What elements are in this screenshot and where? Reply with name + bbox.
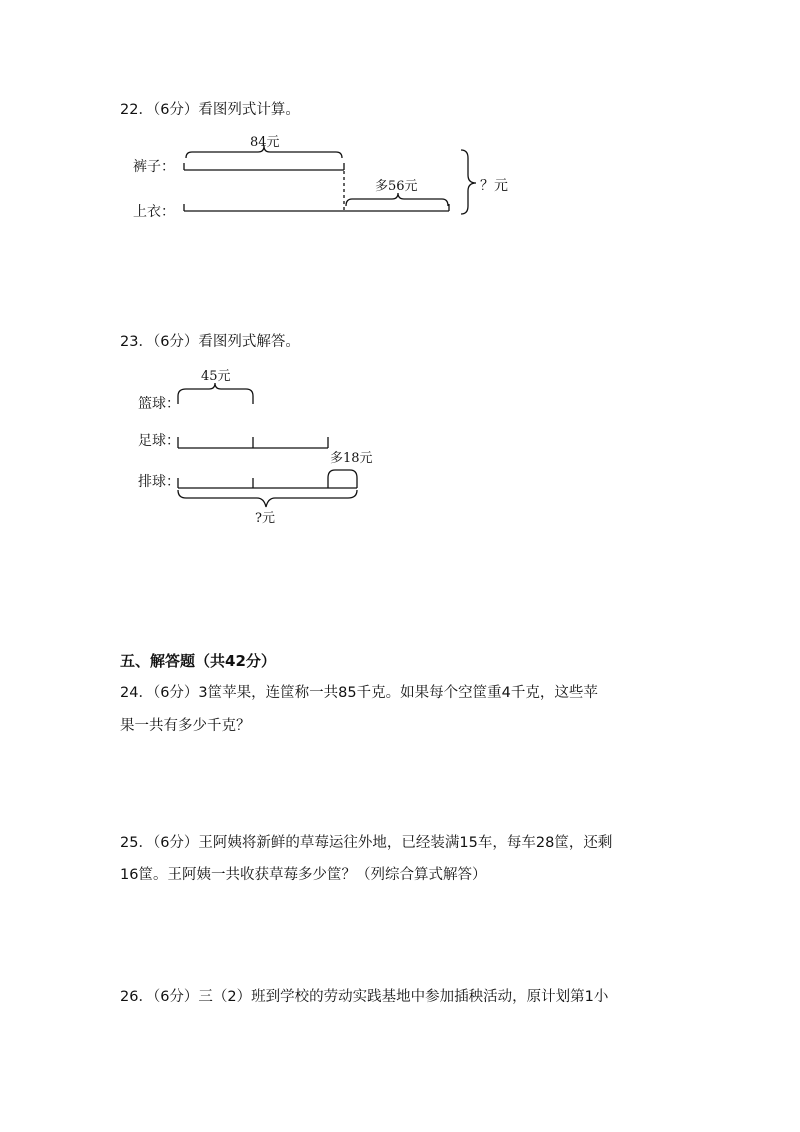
q22-diagram-group [184, 146, 476, 214]
label-basketball: 篮球： [138, 396, 180, 412]
volleyball-total-label: ?元 [255, 511, 275, 526]
q26-line1: 26．（6分）三（2）班到学校的劳动实践基地中参加插秧活动，原计划第1小 [120, 989, 609, 1005]
extra-brace [328, 470, 357, 478]
label-pants: 裤子： [133, 159, 175, 175]
q24-line1: 24．（6分）3筐苹果，连筐称一共85千克。如果每个空筐重4千克，这些苹 [120, 685, 598, 701]
q22-title: 22．（6分）看图列式计算。 [120, 102, 300, 118]
q23-title: 23．（6分）看图列式解答。 [120, 334, 300, 350]
q25-line1: 25．（6分）王阿姨将新鲜的草莓运往外地，已经装满15车，每车28筐，还剩 [120, 835, 613, 851]
more-brace [346, 193, 448, 206]
label-volleyball: 排球： [138, 474, 180, 490]
q25-line2: 16筐。王阿姨一共收获草莓多少筐？（列综合算式解答） [120, 867, 487, 883]
total-label: ？元 [480, 178, 508, 194]
basketball-price-label: 45元 [201, 369, 231, 384]
more-18-label: 多18元 [330, 451, 373, 466]
q23-diagram-group [178, 383, 357, 507]
basketball-brace [178, 383, 253, 404]
section5-title: 五、解答题（共42分） [120, 652, 276, 670]
label-shirt: 上衣： [133, 204, 175, 220]
q24-line2: 果一共有多少千克？ [120, 718, 251, 734]
pants-price-label: 84元 [250, 135, 280, 150]
label-football: 足球： [138, 433, 180, 449]
total-brace [461, 150, 476, 214]
pants-brace [186, 146, 342, 158]
more-label: 多56元 [375, 179, 418, 194]
volleyball-total-brace [178, 490, 357, 507]
